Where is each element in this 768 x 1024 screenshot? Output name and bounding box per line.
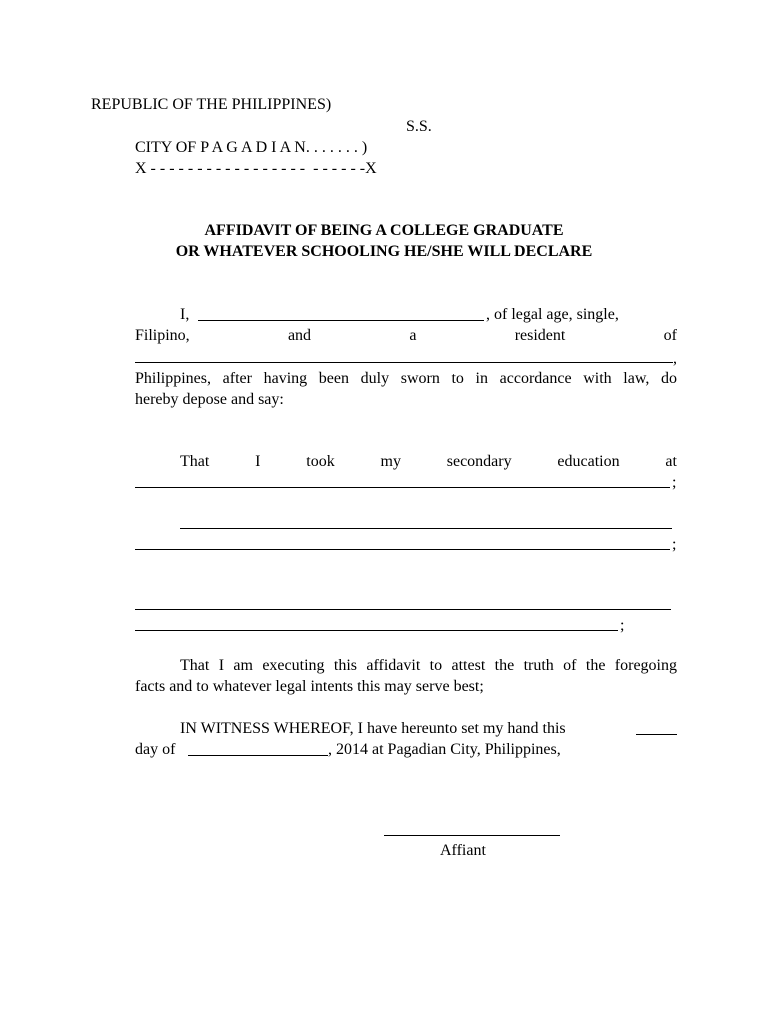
caption-separator: X - - - - - - - - - - - - - - - - - - - - - - -X bbox=[135, 160, 377, 177]
secondary-word: at bbox=[665, 453, 677, 470]
intro-word: Filipino, bbox=[135, 327, 190, 344]
secondary-word: took bbox=[306, 453, 335, 470]
intro-line5: hereby depose and say: bbox=[135, 391, 284, 408]
signature-line bbox=[384, 835, 560, 836]
purpose-line1: That I am executing this affidavit to attest the truth of the foregoing bbox=[180, 657, 677, 674]
intro-line4: Philippines, after having been duly sworn to in accordance with law, do bbox=[135, 370, 677, 387]
intro-word: of bbox=[663, 327, 677, 344]
secondary-word: secondary bbox=[446, 453, 512, 470]
affiant-label: Affiant bbox=[440, 842, 486, 859]
intro-word: and bbox=[287, 327, 312, 344]
witness-year-place: , 2014 at Pagadian City, Philippines, bbox=[328, 741, 561, 758]
witness-day-of: day of bbox=[135, 741, 176, 758]
document-subtitle: OR WHATEVER SCHOOLING HE/SHE WILL DECLARE bbox=[175, 243, 593, 260]
caption-ss: S.S. bbox=[406, 118, 432, 135]
day-blank-line bbox=[636, 734, 677, 735]
secondary-word: my bbox=[380, 453, 401, 470]
purpose-line2: facts and to whatever legal intents this may serve best; bbox=[135, 678, 484, 695]
document-title: AFFIDAVIT OF BEING A COLLEGE GRADUATE bbox=[204, 222, 564, 239]
witness-line1: IN WITNESS WHEREOF, I have hereunto set my hand this bbox=[180, 720, 566, 737]
residence-comma: , bbox=[673, 350, 677, 367]
residence-blank-line bbox=[135, 362, 673, 363]
intro-line2 bbox=[135, 325, 677, 346]
education-semicolon-2: ; bbox=[620, 617, 625, 634]
month-blank-line bbox=[188, 755, 328, 756]
caption-city: CITY OF P A G A D I A N. . . . . . . ) bbox=[135, 139, 368, 156]
education-blank-line-2 bbox=[135, 549, 670, 550]
education-blank-line-4 bbox=[135, 630, 618, 631]
secondary-word: education bbox=[557, 453, 620, 470]
education-blank-line-1 bbox=[180, 528, 672, 529]
caption-republic: REPUBLIC OF THE PHILIPPINES) bbox=[91, 96, 332, 113]
secondary-word: I bbox=[255, 453, 261, 470]
intro-legal-age: , of legal age, single, bbox=[486, 306, 619, 323]
education-blank-line-3 bbox=[135, 609, 671, 610]
intro-i: I, bbox=[180, 306, 190, 323]
school-blank-line bbox=[135, 487, 670, 488]
intro-word: a bbox=[409, 327, 417, 344]
school-semicolon: ; bbox=[672, 474, 677, 491]
secondary-line1 bbox=[180, 451, 677, 472]
intro-word: resident bbox=[514, 327, 566, 344]
education-semicolon: ; bbox=[672, 536, 677, 553]
secondary-word: That bbox=[180, 453, 210, 470]
name-blank-line bbox=[198, 320, 484, 321]
